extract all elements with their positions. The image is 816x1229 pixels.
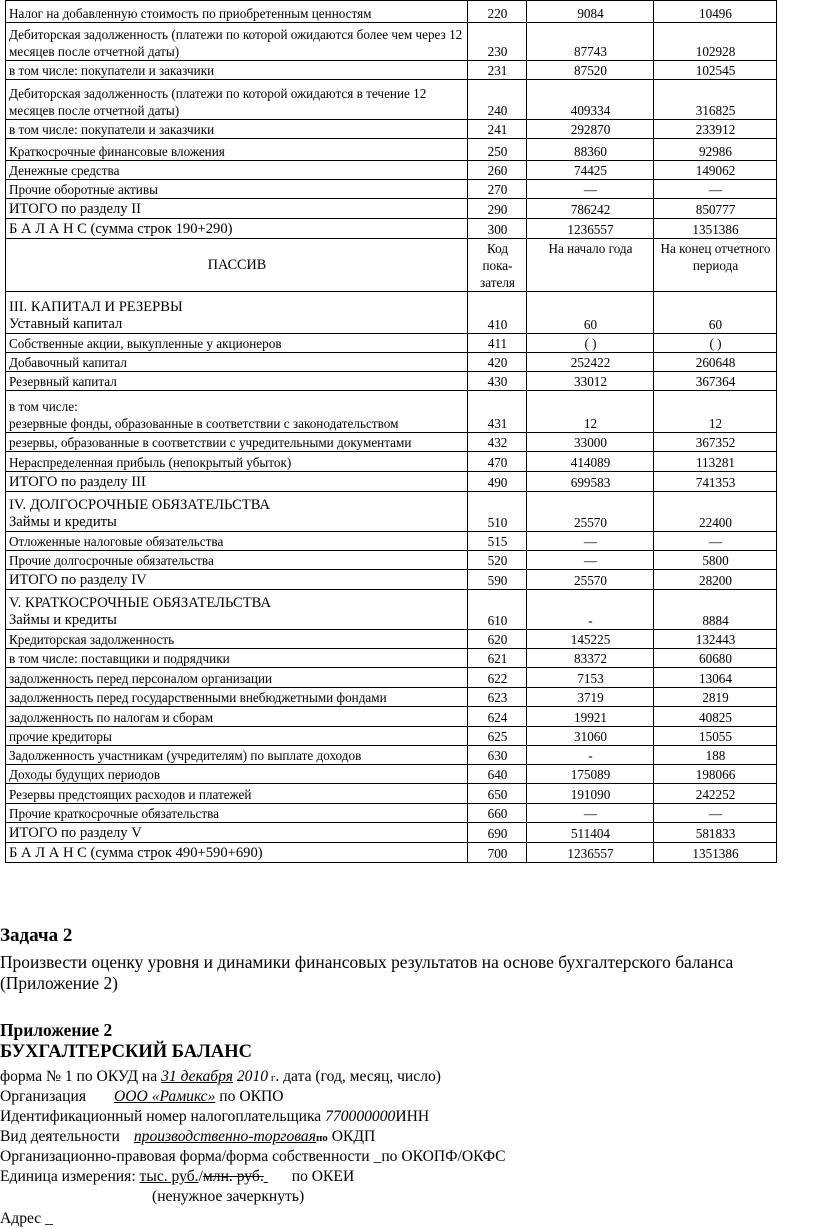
row-name-text: Денежные средства [9,163,120,178]
row-name-text: резервы, образованные в соответствии с учредительными документами [9,435,412,450]
row-name [6,292,468,334]
table-row [6,590,777,630]
row-name [6,746,468,765]
table-row [6,219,777,239]
row-name-text: Собственные акции, выкупленные у акционеров [9,336,282,351]
legal-form-line: Организационно-правовая форма/форма собственности _по ОКОПФ/ОКФС [0,1148,506,1165]
row-code: 650 [468,784,527,804]
row-code: 520 [468,551,527,570]
row-start: 9084 [527,1,654,23]
unit-slash: / [198,1168,203,1185]
task-text: Произвести оценку уровня и динамики финансовых результатов на основе бухгалтерского баланса (Приложение 2) [0,952,734,993]
table-row [6,727,777,746]
row-name [6,472,468,492]
row-end: 22400 [654,492,777,532]
header-section: ПАССИВ [6,239,468,292]
org-label: Организация [0,1088,87,1105]
form-suffix: . дата (год, месяц, число) [275,1068,441,1085]
row-code: 431 [468,391,527,433]
row-name-text: Дебиторская задолженность (платежи по которой ожидаются в течение 12 месяцев после отчетной даты) [9,86,427,118]
row-name [6,372,468,391]
activity-value: производственно-торговая [133,1128,316,1145]
form-date: 31 декабря [161,1068,233,1085]
form-year: 2010 [232,1068,269,1085]
row-name [6,532,468,551]
row-code: 220 [468,1,527,23]
row-name [6,668,468,688]
row-end: 13064 [654,668,777,688]
row-name [6,492,468,532]
row-start: 191090 [527,784,654,804]
row-end: 132443 [654,630,777,649]
appendix-label: Приложение 2 [0,1020,113,1040]
row-start: 25570 [527,570,654,590]
row-end: 60 [654,292,777,334]
activity-po: по [315,1132,328,1144]
row-code: 625 [468,727,527,746]
row-name-text: Б А Л А Н С (сумма строк 190+290) [9,221,233,237]
activity-label: Вид деятельности [0,1128,120,1145]
balance-liabilities-header [6,239,777,292]
row-name-text: Краткосрочные финансовые вложения [9,144,225,159]
row-end: 149062 [654,161,777,180]
row-start: 7153 [527,668,654,688]
table-row [6,80,777,120]
row-code: 621 [468,649,527,668]
table-row [6,353,777,372]
row-end: ( ) [654,334,777,353]
row-end: 10496 [654,1,777,23]
row-code: 300 [468,219,527,239]
row-name-text: Б А Л А Н С (сумма строк 490+590+690) [9,845,263,861]
row-start: 87520 [527,61,654,80]
table-row [6,707,777,727]
row-code: 231 [468,61,527,80]
row-name [6,727,468,746]
row-end: 8884 [654,590,777,630]
row-name-text: Отложенные налоговые обязательства [9,534,224,549]
org-code: по ОКПО [215,1088,284,1105]
row-name [6,570,468,590]
header-end: На конец отчетного периода [654,239,777,292]
row-code: 510 [468,492,527,532]
row-name [6,353,468,372]
row-start: — [527,804,654,823]
row-code: 241 [468,120,527,139]
document-title: БУХГАЛТЕРСКИЙ БАЛАНС [0,1042,253,1062]
row-code: 515 [468,532,527,551]
row-start: 1236557 [527,843,654,863]
row-start: 511404 [527,823,654,843]
table-row [6,61,777,80]
row-code: 240 [468,80,527,120]
row-start: 175089 [527,765,654,784]
row-start: 786242 [527,199,654,219]
unit-struck: млн. руб. [202,1168,264,1185]
table-row [6,668,777,688]
table-row [6,161,777,180]
table-row [6,372,777,391]
table-row [6,843,777,863]
table-row [6,765,777,784]
row-name-sub: Уставный капитал [9,316,123,332]
row-end: 242252 [654,784,777,804]
form-prefix: форма № 1 по ОКУД на [0,1068,162,1085]
row-end: 102928 [654,23,777,61]
row-end: 188 [654,746,777,765]
row-code: 624 [468,707,527,727]
unit-label: Единица измерения: [0,1168,140,1185]
row-end: — [654,532,777,551]
row-name [6,1,468,23]
row-name [6,433,468,452]
row-name [6,161,468,180]
row-start: - [527,590,654,630]
row-name-text: задолженность по налогам и сборам [9,710,214,725]
row-name [6,80,468,120]
row-name-text: ИТОГО по разделу II [9,201,141,217]
unit-code: по ОКЕИ [291,1168,355,1185]
row-code: 420 [468,353,527,372]
row-start: - [527,746,654,765]
org-value: ООО «Рамикс» [114,1088,216,1105]
row-name [6,804,468,823]
row-start: 25570 [527,492,654,532]
row-code: 690 [468,823,527,843]
row-start: 12 [527,391,654,433]
header-code: Код пока-зателя [468,239,527,292]
row-name [6,199,468,219]
row-start: 699583 [527,472,654,492]
table-row [6,804,777,823]
table-row [6,1,777,23]
table-row [6,433,777,452]
row-name [6,219,468,239]
table-row [6,630,777,649]
table-row [6,492,777,532]
table-row [6,180,777,199]
row-name [6,334,468,353]
task-title: Задача 2 [0,925,73,946]
row-end: 260648 [654,353,777,372]
row-start: 33000 [527,433,654,452]
row-code: 630 [468,746,527,765]
table-row [6,139,777,161]
balance-table [5,0,777,863]
row-name [6,688,468,707]
row-end: — [654,180,777,199]
row-name-text: Добавочный капитал [9,355,127,370]
row-end: 2819 [654,688,777,707]
row-code: 411 [468,334,527,353]
header-start: На начало года [527,239,654,292]
row-name-sub: резервные фонды, образованные в соответствии с законодательством [9,416,399,431]
row-code: 290 [468,199,527,219]
table-row [6,120,777,139]
row-code: 700 [468,843,527,863]
table-row [6,23,777,61]
row-name-text: ИТОГО по разделу IV [9,572,147,588]
row-start: 3719 [527,688,654,707]
table-row [6,452,777,472]
row-code: 470 [468,452,527,472]
row-name [6,551,468,570]
row-start: 74425 [527,161,654,180]
row-end: 102545 [654,61,777,80]
row-name [6,23,468,61]
row-code: 640 [468,765,527,784]
row-name [6,61,468,80]
row-name-text: ИТОГО по разделу III [9,474,146,490]
table-row [6,551,777,570]
row-start: 19921 [527,707,654,727]
row-name-text: Налог на добавленную стоимость по приобретенным ценностям [9,6,372,21]
row-name [6,139,468,161]
row-code: 622 [468,668,527,688]
row-name [6,707,468,727]
balance-assets-rows [6,1,777,239]
table-row [6,570,777,590]
address-line: Адрес _ [0,1210,53,1227]
row-name-sub: Займы и кредиты [9,514,117,530]
row-code: 410 [468,292,527,334]
activity-code: ОКДП [327,1128,376,1145]
table-row [6,784,777,804]
table-row [6,746,777,765]
row-start: 83372 [527,649,654,668]
row-code: 270 [468,180,527,199]
row-name-text: в том числе: поставщики и подрядчики [9,651,230,666]
table-row [6,199,777,219]
row-end: 28200 [654,570,777,590]
table-row [6,391,777,433]
row-name-text: Прочие долгосрочные обязательства [9,553,214,568]
row-code: 620 [468,630,527,649]
row-end: — [654,804,777,823]
table-row [6,688,777,707]
row-name [6,590,468,630]
row-name-text: в том числе: покупатели и заказчики [9,63,215,78]
row-end: 367352 [654,433,777,452]
row-name-sub: Займы и кредиты [9,612,117,628]
row-end: 113281 [654,452,777,472]
row-end: 40825 [654,707,777,727]
inn-line [0,1106,429,1127]
row-name-text: III. КАПИТАЛ И РЕЗЕРВЫ [9,299,183,315]
row-end: 1351386 [654,219,777,239]
table-row [6,532,777,551]
row-name [6,784,468,804]
row-end: 367364 [654,372,777,391]
form-g: г [268,1072,276,1084]
balance-liabilities-rows [6,292,777,863]
row-code: 250 [468,139,527,161]
row-start: 414089 [527,452,654,472]
row-start: ( ) [527,334,654,353]
row-start: 1236557 [527,219,654,239]
row-end: 741353 [654,472,777,492]
row-start: — [527,532,654,551]
row-end: 850777 [654,199,777,219]
row-code: 260 [468,161,527,180]
table-row [6,334,777,353]
row-name [6,180,468,199]
row-start: 145225 [527,630,654,649]
row-start: — [527,551,654,570]
row-code: 432 [468,433,527,452]
row-code: 610 [468,590,527,630]
row-name-text: в том числе: [9,399,78,414]
row-name-text: Прочие краткосрочные обязательства [9,806,220,821]
row-end: 198066 [654,765,777,784]
row-end: 60680 [654,649,777,668]
row-end: 1351386 [654,843,777,863]
inn-suffix: ИНН [395,1108,430,1125]
row-name-text: Нераспределенная прибыль (непокрытый убыток) [9,455,292,470]
inn-value: 770000000 [325,1108,396,1125]
inn-label: Идентификационный номер налогоплательщика [0,1108,326,1125]
row-code: 590 [468,570,527,590]
row-end: 12 [654,391,777,433]
table-row [6,649,777,668]
row-start: 33012 [527,372,654,391]
row-name-text: в том числе: покупатели и заказчики [9,122,215,137]
table-row [6,472,777,492]
row-name-text: Доходы будущих периодов [9,767,161,782]
row-start: 60 [527,292,654,334]
row-name-text: V. КРАТКОСРОЧНЫЕ ОБЯЗАТЕЛЬСТВА [9,595,271,611]
row-end: 15055 [654,727,777,746]
row-name [6,843,468,863]
row-code: 490 [468,472,527,492]
row-start: 31060 [527,727,654,746]
row-start: — [527,180,654,199]
row-name [6,391,468,433]
row-start: 87743 [527,23,654,61]
row-name [6,765,468,784]
row-name-text: Дебиторская задолженность (платежи по которой ожидаются более чем через 12 месяцев после отчетной даты) [9,27,463,59]
row-start: 252422 [527,353,654,372]
row-name-text: задолженность перед персоналом организации [9,671,273,686]
row-name-text: Прочие оборотные активы [9,182,158,197]
org-line [0,1086,284,1107]
strike-note: (ненужное зачеркнуть) [152,1188,305,1205]
row-end: 233912 [654,120,777,139]
row-end: 581833 [654,823,777,843]
row-name-text: Задолженность участникам (учредителям) по выплате доходов [9,748,362,763]
row-name [6,630,468,649]
row-code: 430 [468,372,527,391]
row-name-text: задолженность перед государственными внебюджетными фондами [9,690,387,705]
row-name-text: Резервы предстоящих расходов и платежей [9,787,252,802]
row-name [6,452,468,472]
row-end: 316825 [654,80,777,120]
row-name-text: ИТОГО по разделу V [9,825,142,841]
row-name [6,120,468,139]
unit-value: тыс. руб. [139,1168,199,1185]
row-name [6,649,468,668]
unit-line [0,1166,354,1187]
row-start: 409334 [527,80,654,120]
row-end: 5800 [654,551,777,570]
row-name [6,823,468,843]
row-start: 292870 [527,120,654,139]
row-code: 230 [468,23,527,61]
row-name-text: Кредиторская задолженность [9,632,175,647]
table-row [6,823,777,843]
row-code: 660 [468,804,527,823]
row-name-text: Резервный капитал [9,374,117,389]
row-code: 623 [468,688,527,707]
row-start: 88360 [527,139,654,161]
table-row [6,292,777,334]
row-name-text: IV. ДОЛГОСРОЧНЫЕ ОБЯЗАТЕЛЬСТВА [9,497,271,513]
row-name-text: прочие кредиторы [9,729,112,744]
row-end: 92986 [654,139,777,161]
